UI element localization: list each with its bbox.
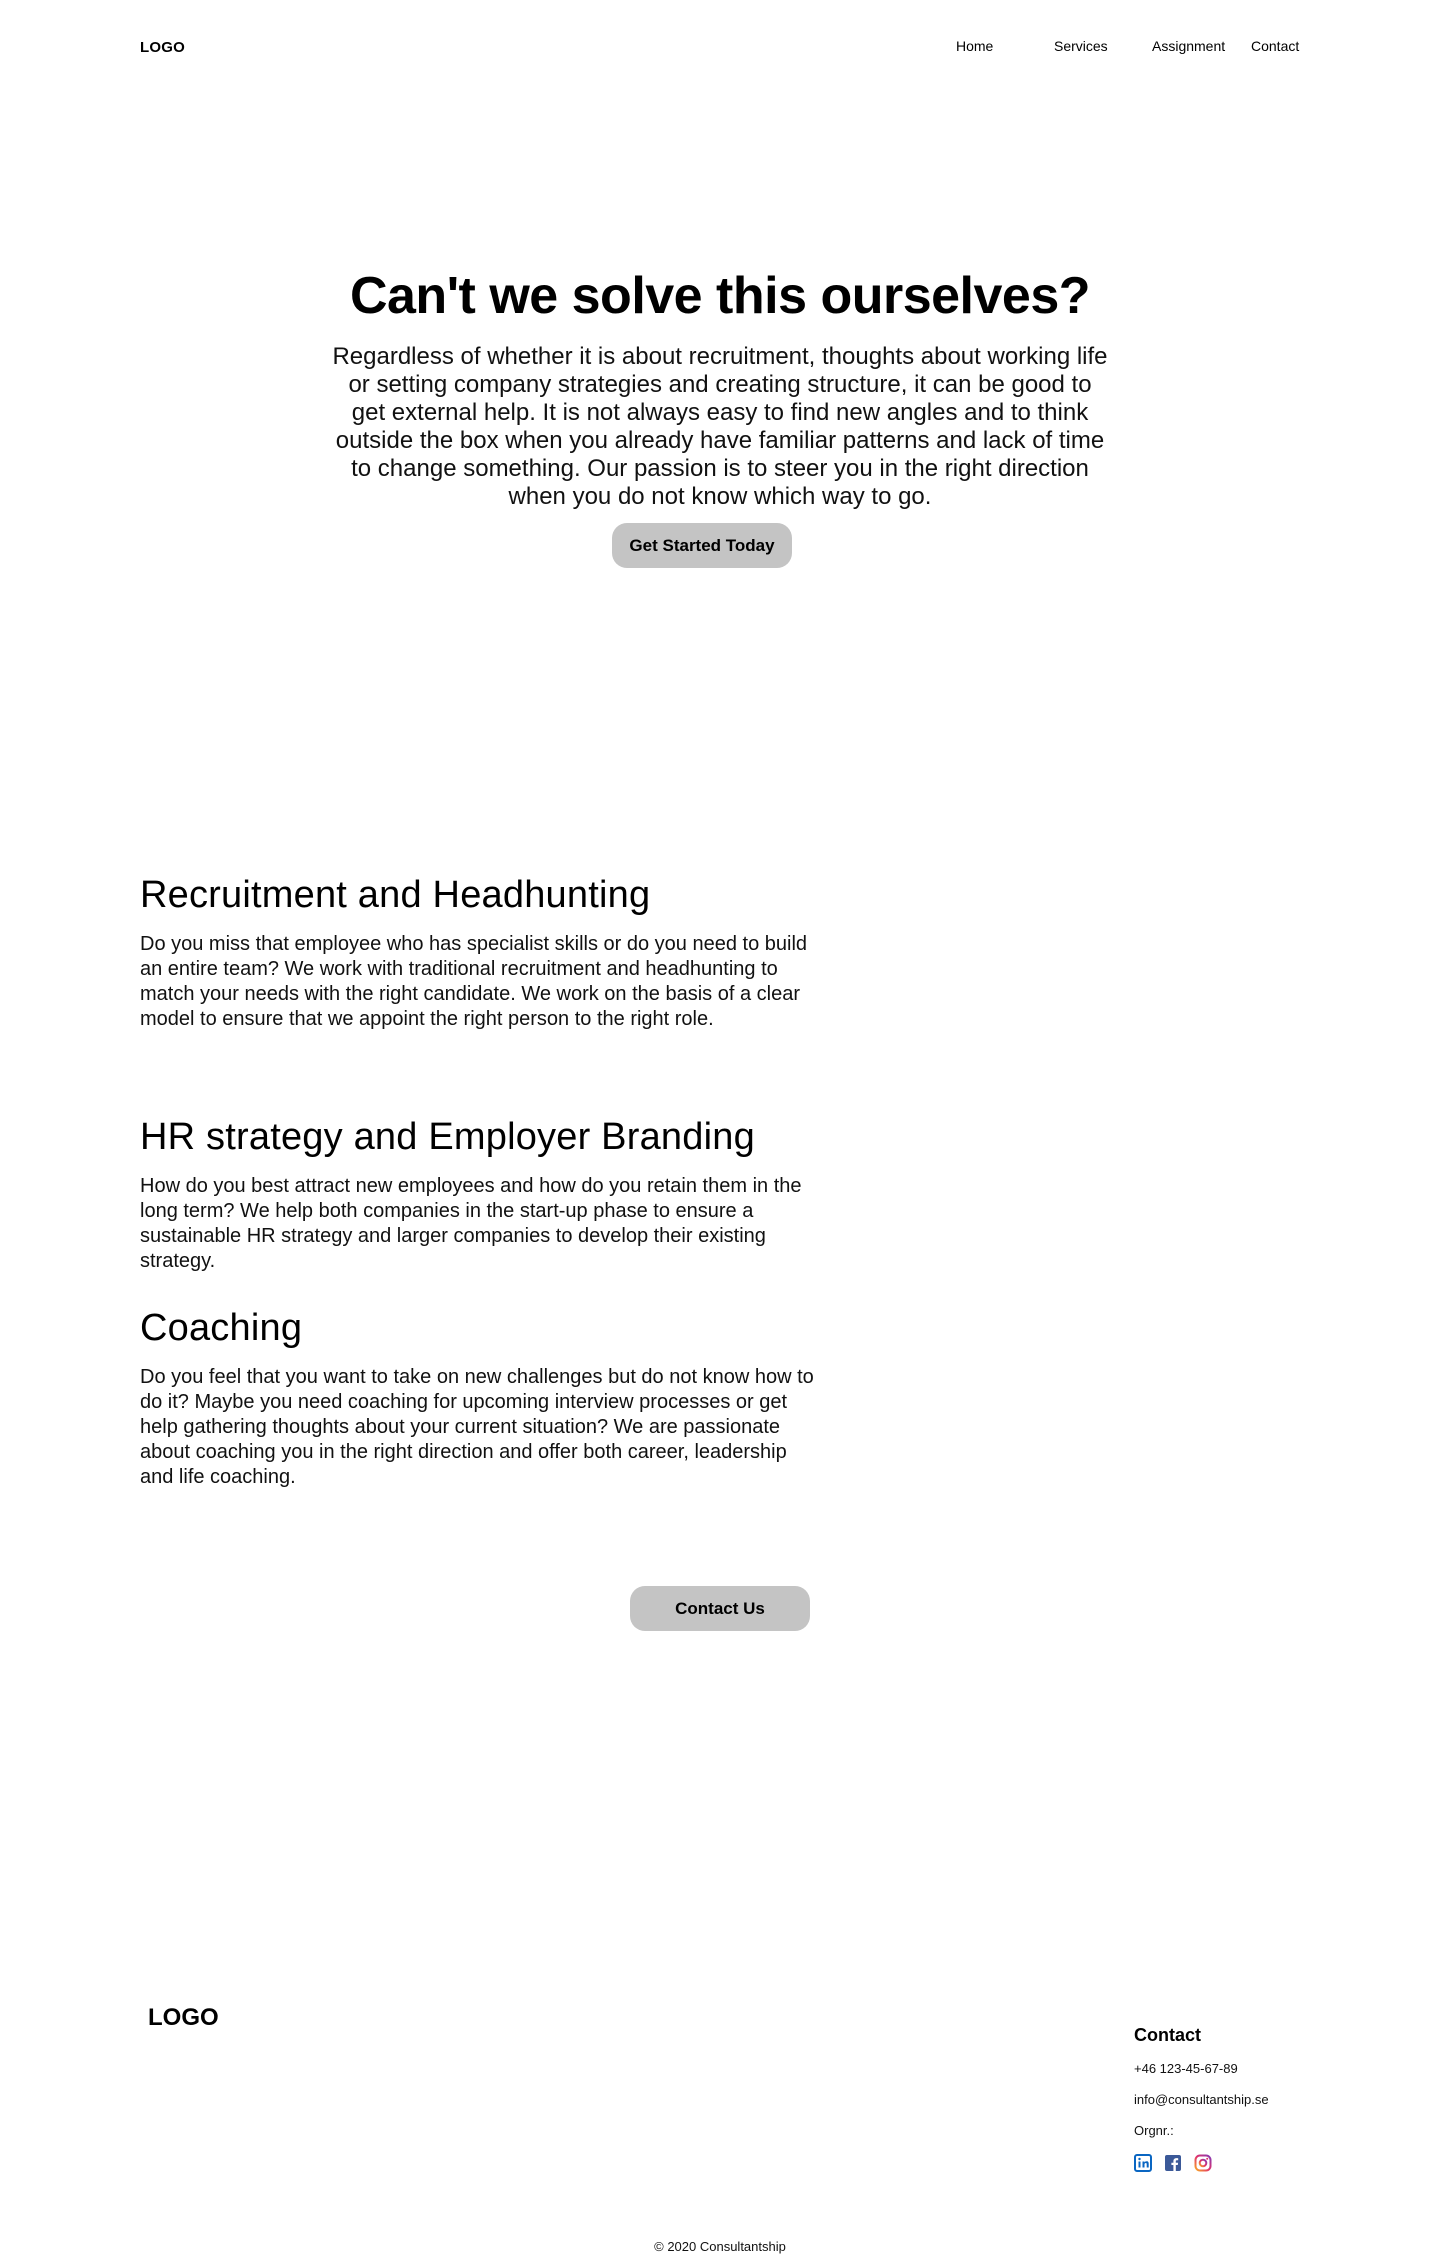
header-logo[interactable]: LOGO — [140, 39, 185, 56]
instagram-icon[interactable] — [1194, 2154, 1212, 2172]
copyright-text: © 2020 Consultantship — [654, 2239, 786, 2254]
service-hr-strategy — [140, 1114, 820, 1274]
footer-contact-title: Contact — [1134, 2025, 1201, 2045]
main-nav — [0, 38, 1440, 58]
service-title: HR strategy and Employer Branding — [140, 1116, 755, 1158]
facebook-icon[interactable] — [1164, 2154, 1182, 2172]
nav-home-link[interactable]: Home — [956, 38, 994, 54]
service-description: How do you best attract new employees and how do you retain them in the long term? We help both companies in the start-up phase to ensure a sustainable HR strategy and larger companies to develop their existing strategy. — [140, 1175, 802, 1272]
service-title: Coaching — [140, 1307, 303, 1349]
get-started-button[interactable]: Get Started Today — [612, 523, 792, 568]
footer-contact-block — [1134, 2024, 1384, 2139]
service-coaching — [140, 1305, 820, 1490]
service-description: Do you feel that you want to take on new challenges but do not know how to do it? Maybe you need coaching for upcoming interview processes or get help gathering thoughts about your current situation? We are passionate about coaching you in the right direction and offer both career, leadership and life coaching. — [140, 1366, 814, 1488]
footer-phone: +46 123-45-67-89 — [1134, 2061, 1238, 2076]
site-header — [0, 0, 1440, 92]
nav-contact-link[interactable]: Contact — [1251, 38, 1300, 54]
footer-orgnr: Orgnr.: — [1134, 2123, 1174, 2138]
nav-assignment-link[interactable]: Assignment — [1152, 38, 1226, 54]
nav-services-link[interactable]: Services — [1054, 38, 1108, 54]
footer-email[interactable]: info@consultantship.se — [1134, 2092, 1269, 2107]
contact-us-button[interactable]: Contact Us — [630, 1586, 810, 1631]
service-title: Recruitment and Headhunting — [140, 874, 651, 916]
hero-title: Can't we solve this ourselves? — [349, 267, 1091, 325]
service-recruitment — [140, 872, 820, 1032]
hero-description: Regardless of whether it is about recruitment, thoughts about working life or setting company strategies and creating structure, it can be good to get external help. It is not always easy to find new angles and to think outside the box when you already have familiar patterns and lack of time to change something. Our passion is to steer you in the right direction when you do not know which way to go. — [332, 343, 1108, 510]
linkedin-icon[interactable] — [1134, 2154, 1152, 2172]
footer-logo[interactable]: LOGO — [148, 2004, 219, 2031]
service-description: Do you miss that employee who has specialist skills or do you need to build an entire team? We work with traditional recruitment and headhunting to match your needs with the right candidate. We work on the basis of a clear model to ensure that we appoint the right person to the right role. — [140, 933, 808, 1030]
